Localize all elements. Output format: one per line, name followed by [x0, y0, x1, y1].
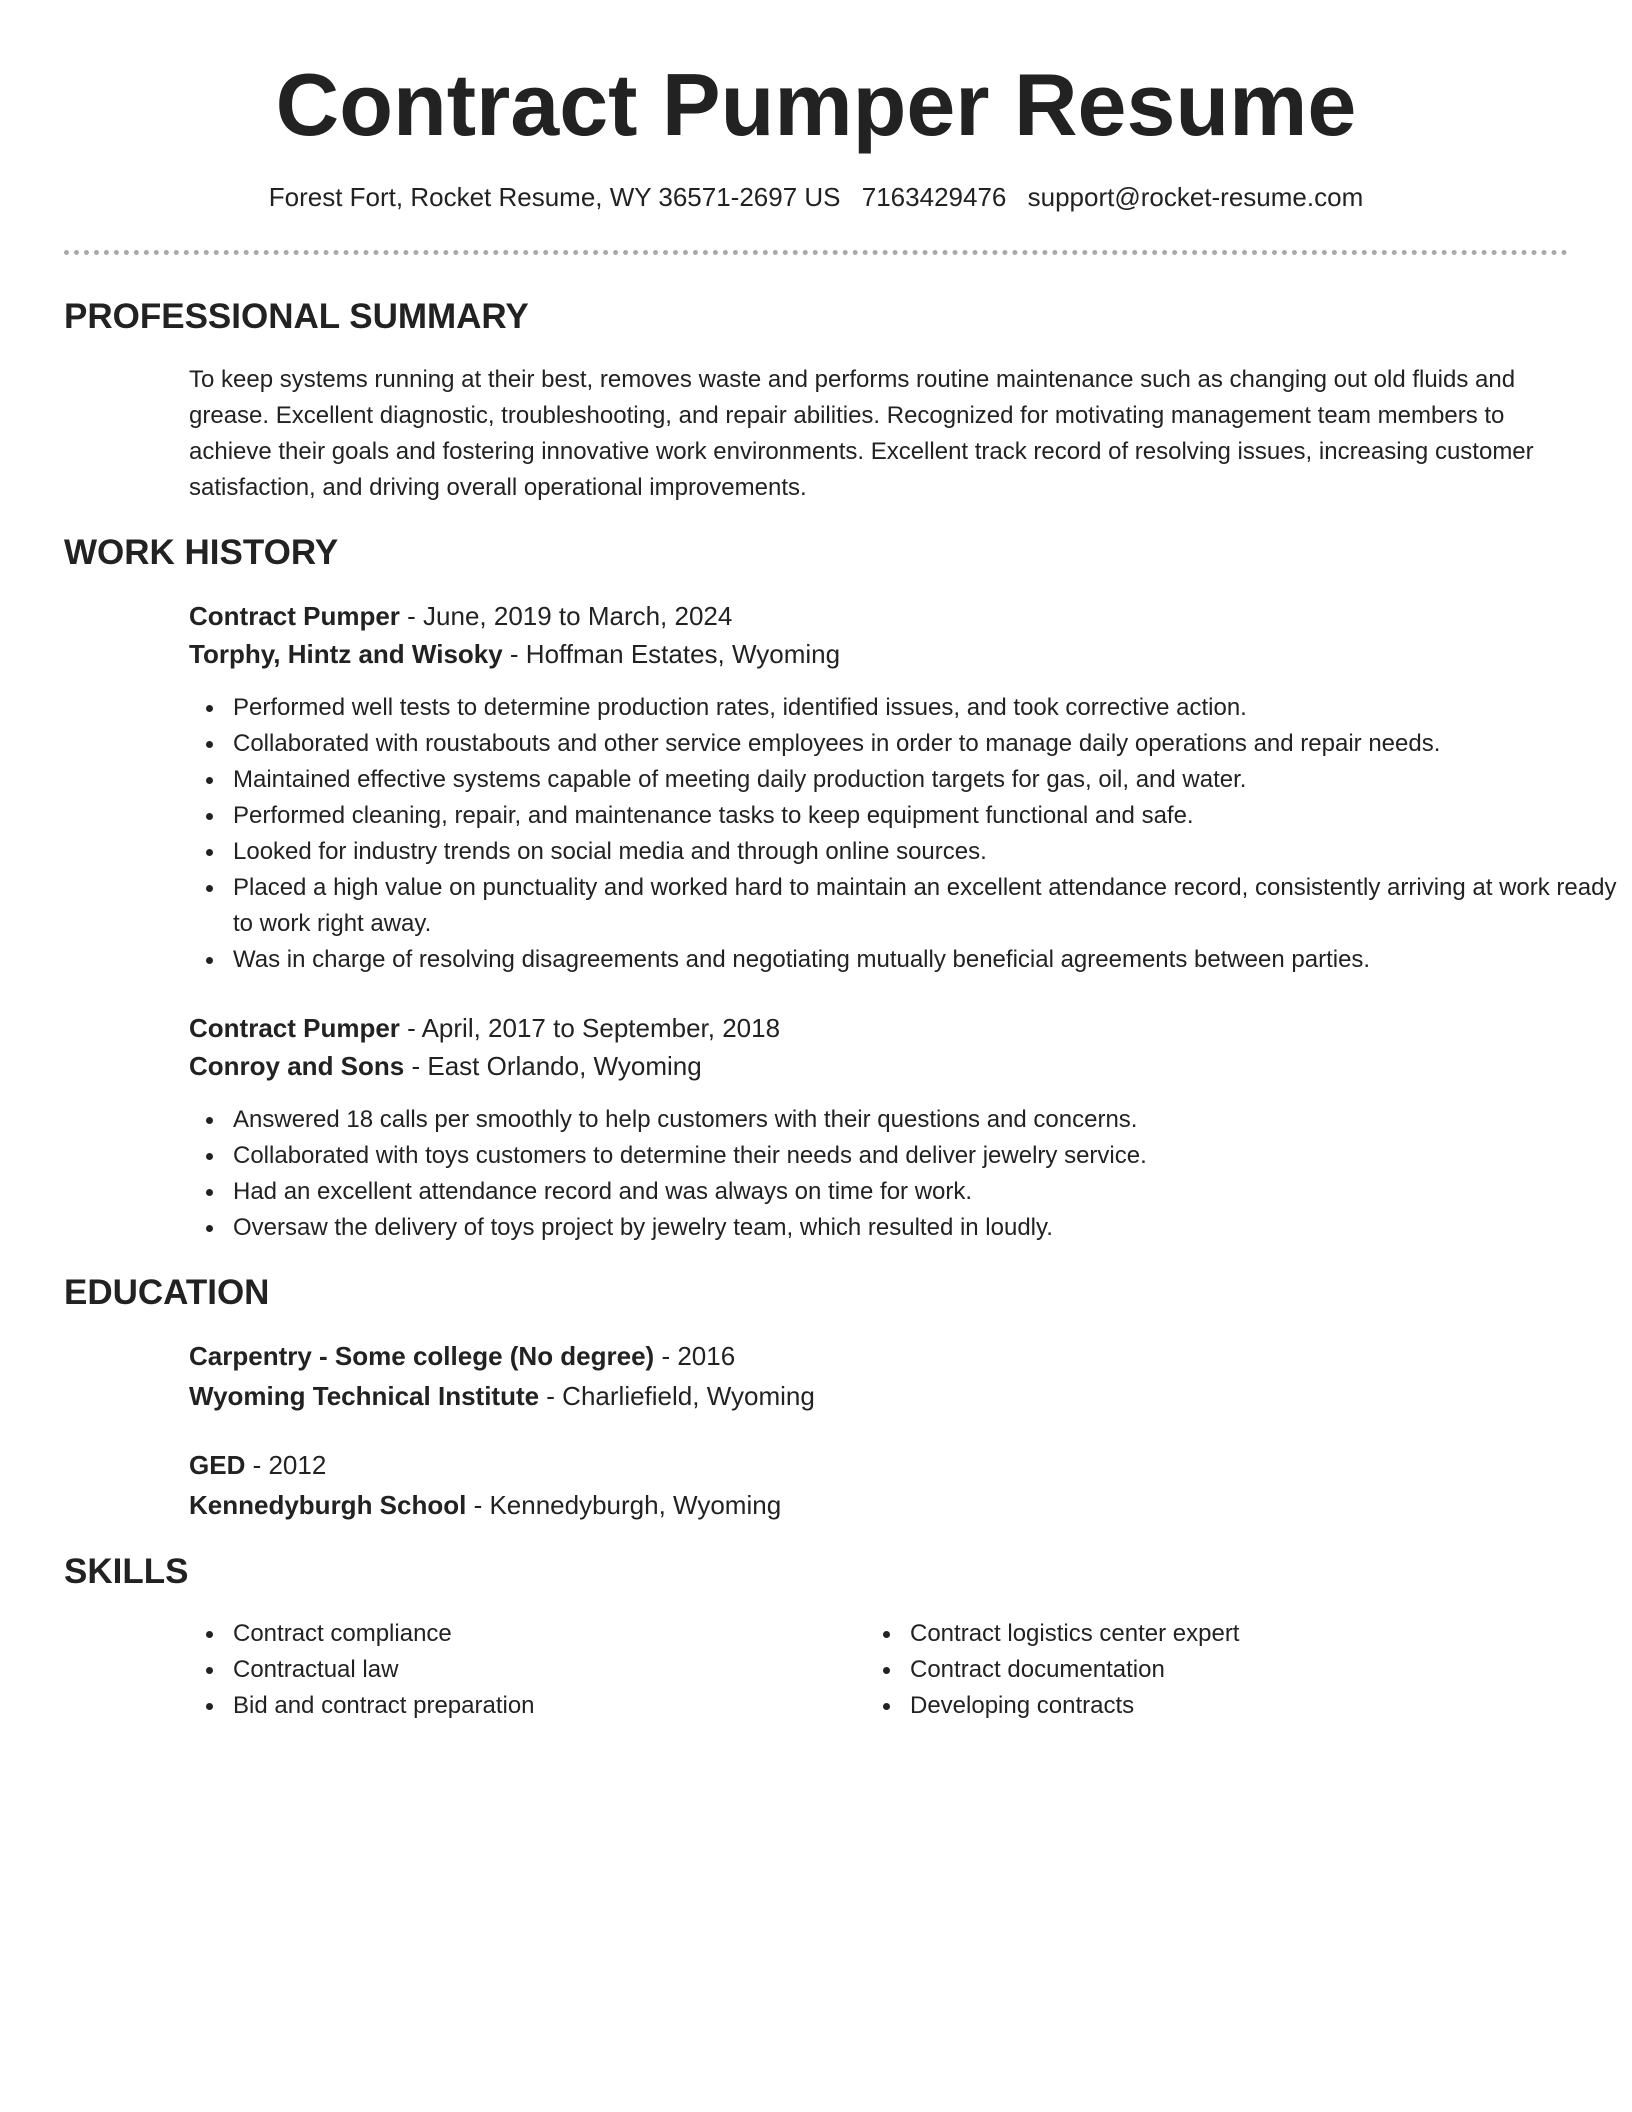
job-1-company-line: [189, 636, 840, 672]
header-divider: [64, 250, 1568, 255]
education-1-school-line: [189, 1378, 815, 1414]
list-item: Performed well tests to determine production rates, identified issues, and took corrective action.: [233, 690, 1617, 726]
section-title-summary: PROFESSIONAL SUMMARY: [64, 297, 529, 336]
list-item: Looked for industry trends on social media and through online sources.: [233, 834, 1617, 870]
job-1-company: Torphy, Hintz and Wisoky: [189, 639, 503, 669]
education-1-year: - 2016: [654, 1341, 736, 1371]
job-1-duties: [189, 690, 1617, 978]
skills-list-left: [189, 1616, 853, 1724]
education-2-location: - Kennedyburgh, Wyoming: [466, 1490, 782, 1520]
contact-email: support@rocket-resume.com: [1027, 182, 1364, 212]
education-2-degree: GED: [189, 1450, 246, 1480]
job-2-company: Conroy and Sons: [189, 1051, 405, 1081]
job-2-duties: [189, 1102, 1617, 1246]
section-title-education: EDUCATION: [64, 1273, 270, 1312]
job-2-title-line: [189, 1010, 780, 1046]
job-2-location: - East Orlando, Wyoming: [404, 1051, 702, 1081]
job-1-location: - Hoffman Estates, Wyoming: [502, 639, 841, 669]
education-1-location: - Charliefield, Wyoming: [539, 1381, 815, 1411]
job-1-role: Contract Pumper: [189, 601, 400, 631]
education-2-year: - 2012: [245, 1450, 327, 1480]
summary-text: To keep systems running at their best, removes waste and performs routine maintenance such as changing out old fluids and grease. Excellent diagnostic, troubleshooting, and repair abilities. Recognized for motivating management team members to achieve their goals and fostering innovative work environments. Excellent track record of resolving issues, increasing customer satisfaction, and driving overall operational improvements.: [189, 366, 1534, 501]
list-item: Collaborated with toys customers to determine their needs and deliver jewelry service.: [233, 1138, 1617, 1174]
skills-list-right: [866, 1616, 1530, 1724]
resume-title: Contract Pumper Resume: [275, 55, 1357, 154]
contact-phone: 7163429476: [861, 182, 1007, 212]
list-item: Maintained effective systems capable of meeting daily production targets for gas, oil, and water.: [233, 762, 1617, 798]
education-1-school: Wyoming Technical Institute: [189, 1381, 540, 1411]
education-1-degree: Carpentry - Some college (No degree): [189, 1341, 655, 1371]
job-1-title-line: [189, 598, 732, 634]
job-1-dates: - June, 2019 to March, 2024: [399, 601, 733, 631]
skill-item: Contract documentation: [910, 1652, 1530, 1688]
contact-address: Forest Fort, Rocket Resume, WY 36571-2697 US: [268, 182, 841, 212]
job-2-dates: - April, 2017 to September, 2018: [399, 1013, 781, 1043]
list-item: Answered 18 calls per smoothly to help customers with their questions and concerns.: [233, 1102, 1617, 1138]
education-2-school: Kennedyburgh School: [189, 1490, 467, 1520]
contact-line: [0, 180, 1632, 214]
list-item: Performed cleaning, repair, and maintenance tasks to keep equipment functional and safe.: [233, 798, 1617, 834]
education-2-school-line: [189, 1487, 781, 1523]
skill-item: Contract logistics center expert: [910, 1616, 1530, 1652]
education-1-degree-line: [189, 1338, 735, 1374]
skill-item: Contract compliance: [233, 1616, 853, 1652]
list-item: Was in charge of resolving disagreements and negotiating mutually beneficial agreements between parties.: [233, 942, 1617, 978]
job-2-company-line: [189, 1048, 702, 1084]
skill-item: Developing contracts: [910, 1688, 1530, 1724]
list-item: Had an excellent attendance record and was always on time for work.: [233, 1174, 1617, 1210]
skill-item: Bid and contract preparation: [233, 1688, 853, 1724]
list-item: Collaborated with roustabouts and other service employees in order to manage daily operations and repair needs.: [233, 726, 1617, 762]
education-2-degree-line: [189, 1447, 326, 1483]
skill-item: Contractual law: [233, 1652, 853, 1688]
list-item: Oversaw the delivery of toys project by jewelry team, which resulted in loudly.: [233, 1210, 1617, 1246]
list-item: Placed a high value on punctuality and worked hard to maintain an excellent attendance record, consistently arriving at work ready to work right away.: [233, 870, 1617, 942]
job-2-role: Contract Pumper: [189, 1013, 400, 1043]
section-title-work-history: WORK HISTORY: [64, 533, 339, 572]
section-title-skills: SKILLS: [64, 1552, 189, 1591]
